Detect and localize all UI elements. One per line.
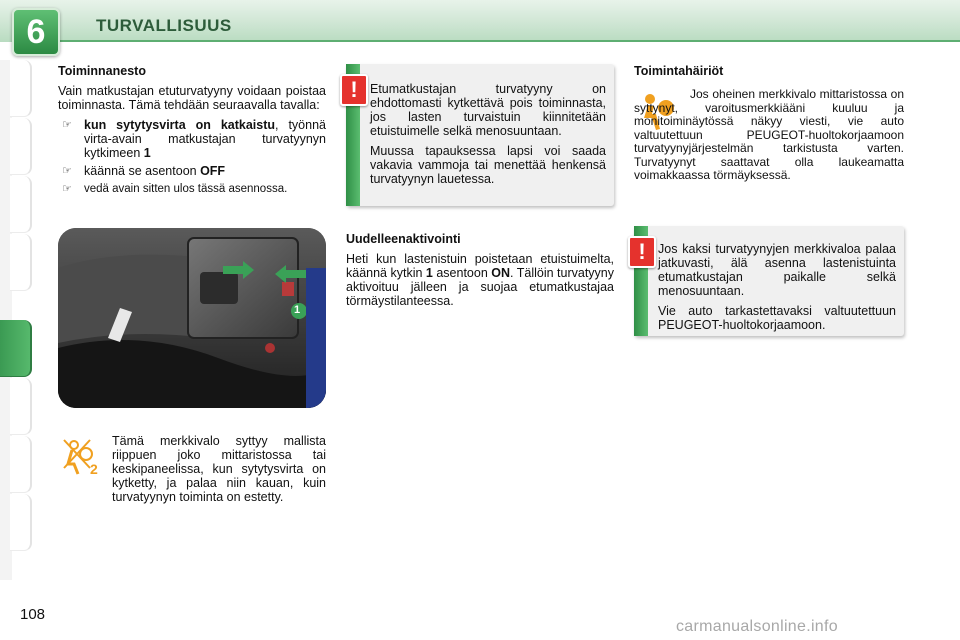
- bullet-item: [58, 182, 326, 196]
- warning-text: [370, 82, 606, 192]
- exclamation-icon: !: [340, 74, 368, 106]
- chapter-tab[interactable]: [10, 118, 32, 175]
- reactivation-text-part: asentoon: [432, 266, 492, 280]
- warning-paragraph: Muussa tapauksessa lapsi voi saada vakavia vammoja tai menettää henkensä turvatyynyn lauetessa.: [370, 144, 606, 186]
- svg-text:2: 2: [90, 461, 98, 477]
- airbag-switch-photo: [58, 228, 326, 408]
- watermark: carmanualsonline.info: [676, 618, 838, 635]
- chapter-tab[interactable]: [10, 378, 32, 435]
- bullet-item: [58, 164, 326, 178]
- malfunction-text-wrap: [634, 88, 904, 189]
- malfunction-heading-wrap: [634, 64, 904, 84]
- bullet-text: , työnnä virta-avain matkustajan turvatyynyn kytkimeen: [84, 118, 326, 160]
- warning-text: [658, 242, 896, 338]
- indicator-note-text: Tämä merkkivalo syttyy mallista riippuen joko mittaristossa tai keskipaneelissa, kun sytytysvirta on kytketty, ja palaa niin kauan, kuin turvatyynyn toiminta on estetty.: [112, 434, 326, 504]
- reactivation-text-part: . Tällöin turvatyyny aktivoituu jälleen ja suojaa etumatkustajaa törmäystilanteessa.: [346, 266, 614, 308]
- exclamation-icon: !: [628, 236, 656, 268]
- page-number: 108: [20, 606, 46, 623]
- reactivation-heading: Uudelleenaktivointi: [346, 232, 461, 246]
- photo-drawing: [58, 228, 326, 408]
- chapter-tab[interactable]: [10, 176, 32, 233]
- chapter-tab[interactable]: [10, 436, 32, 493]
- malfunction-heading: Toimintahäiriöt: [634, 64, 724, 78]
- bullet-text: käännä se asentoon: [84, 164, 201, 178]
- switch-marker-label: 1: [294, 304, 301, 316]
- warning-paragraph: Etumatkustajan turvatyyny on ehdottomasti kytkettävä pois toiminnasta, jos lasten turvaistuin kiinnitetään etuistuimelle selkä menosuuntaan.: [370, 82, 606, 138]
- reactivation-on-label: ON: [491, 266, 511, 280]
- operation-intro: Vain matkustajan etuturvatyyny voidaan poistaa toiminnasta. Tämä tehdään seuraavalla tavalla:: [58, 84, 326, 112]
- bullet-bold: kun sytytysvirta on katkaistu: [84, 118, 276, 132]
- reactivation-text: [346, 252, 614, 308]
- bullet-bold-tail: 1: [143, 146, 151, 160]
- chapter-tab-active[interactable]: [0, 320, 32, 377]
- pointing-hand-icon: ☞: [62, 119, 72, 131]
- airbag-off-icon: [60, 438, 104, 478]
- bullet-bold-tail: OFF: [200, 164, 226, 178]
- bullet-item: [58, 118, 326, 160]
- bullet-text: vedä avain sitten ulos tässä asennossa.: [84, 183, 288, 195]
- malfunction-text: Jos oheinen merkkivalo mittaristossa on syttynyt, varoitusmerkkiääni kuuluu ja monitoiminäytössä näkyy viesti, vie auto valtuutettuun PEUGEOT-huoltokorjaamoon turvatyynyjärjestelmän tarkistusta varten. Turvatyynyt saattavat olla laukeamatta voimakkaassa törmäyksessä.: [634, 87, 904, 182]
- operation-section: [58, 64, 326, 200]
- chapter-tabs: [0, 60, 34, 580]
- chapter-tab[interactable]: [10, 234, 32, 291]
- warning-box: [634, 226, 904, 336]
- reactivation-section: [346, 232, 614, 314]
- reactivation-switch-number: 1: [425, 266, 433, 280]
- operation-heading: Toiminnanesto: [58, 64, 146, 78]
- warning-paragraph: Vie auto tarkastettavaksi valtuutettuun PEUGEOT-huoltokorjaamoon.: [658, 304, 896, 332]
- chapter-number: 6: [12, 8, 60, 56]
- section-title: TURVALLISUUS: [96, 16, 232, 35]
- reactivation-text-part: Heti kun lastenistuin poistetaan etuistuimelta, käännä kytkin: [346, 252, 614, 280]
- pointing-hand-icon: ☞: [62, 165, 72, 177]
- chapter-tab[interactable]: [10, 60, 32, 117]
- warning-paragraph: Jos kaksi turvatyynyjen merkkivaloa palaa jatkuvasti, älä asenna lastenistuinta etumatkustajan paikalle selkä menosuuntaan.: [658, 242, 896, 298]
- warning-box: [346, 64, 614, 206]
- indicator-note: [112, 434, 326, 510]
- header-rule: [60, 40, 960, 42]
- pointing-hand-icon: ☞: [62, 183, 72, 195]
- chapter-tab[interactable]: [10, 494, 32, 551]
